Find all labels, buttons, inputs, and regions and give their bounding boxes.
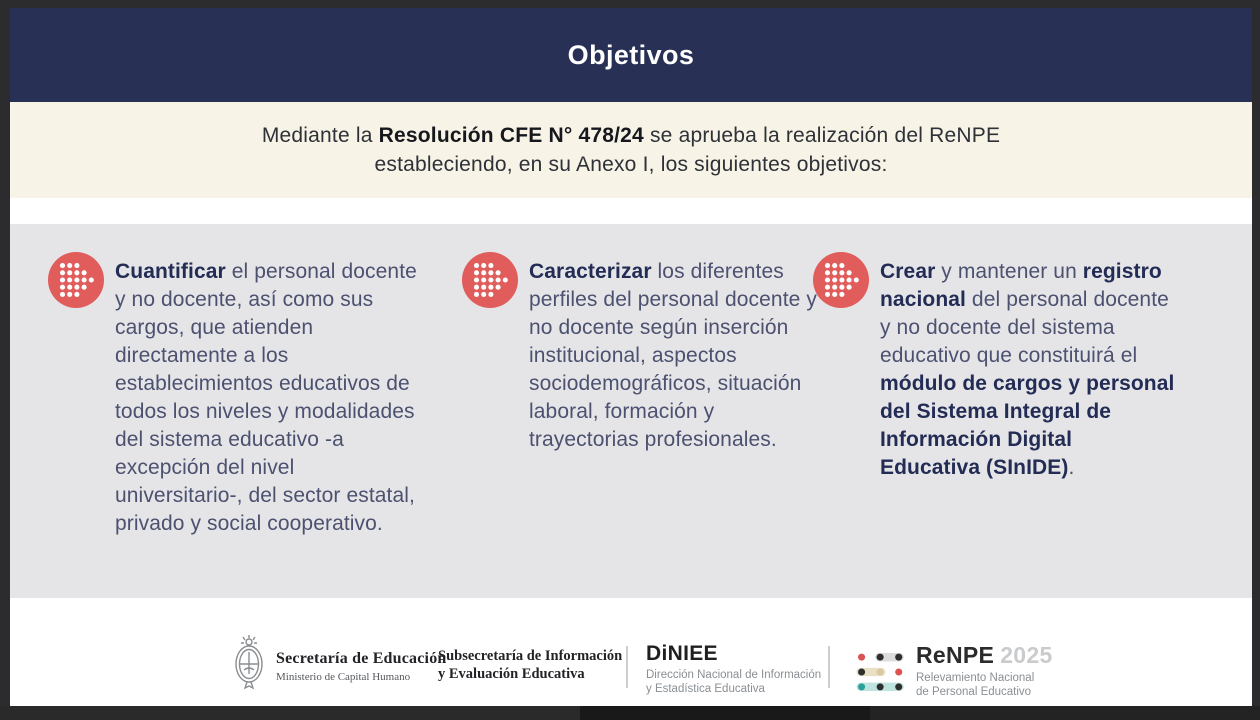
secretaria-name: Secretaría de Educación	[276, 650, 447, 667]
bottom-bar	[0, 706, 1260, 720]
renpe-name: ReNPE	[916, 642, 995, 668]
intro-text: Mediante la Resolución CFE N° 478/24 se aprueba la realización del ReNPE estableciendo, en su Anexo I, los siguientes objetivos:	[261, 124, 1001, 176]
slide-footer	[10, 598, 1252, 706]
footer-divider	[626, 646, 628, 688]
objective-item	[462, 252, 821, 454]
renpe-sub: Relevamiento Nacional de Personal Educativo	[916, 672, 1035, 698]
intro-band	[10, 102, 1252, 198]
diniee-sub: Dirección Nacional de Información y Estadística Educativa	[646, 669, 822, 695]
objective-text: Cuantificar el personal docente y no docente, así como sus cargos, que atienden directamente a los establecimientos educativos de todos los niveles y modalidades del sistema educativo -a excepción del nivel universitario-, del sector estatal, privado y social cooperativo.	[115, 260, 417, 535]
footer-divider	[828, 646, 830, 688]
objective-item	[813, 252, 1176, 482]
objective-text: Caracterizar los diferentes perfiles del personal docente y no docente según inserción institucional, aspectos sociodemográficos, situación laboral, formación y trayectorias profesionales.	[529, 260, 817, 451]
coat-of-arms-icon	[228, 630, 270, 694]
renpe-year: 2025	[1000, 642, 1053, 668]
subsecretaria-name: Subsecretaría de Información y Evaluación Educativa	[438, 648, 623, 682]
objective-item	[48, 252, 425, 538]
diniee-name: DiNIEE	[646, 642, 718, 665]
slide	[10, 8, 1252, 706]
objective-text: Crear y mantener un registro nacional del personal docente y no docente del sistema educativo que constituirá el módulo de cargos y personal del Sistema Integral de Información Digital Educativa (SInIDE).	[880, 260, 1175, 479]
secretaria-sub: Ministerio de Capital Humano	[276, 671, 411, 683]
dots-arrow-icon	[462, 252, 518, 308]
secretaria-block	[276, 650, 447, 683]
renpe-block	[916, 642, 1053, 699]
renpe-dots-logo	[856, 650, 908, 694]
dots-arrow-icon	[48, 252, 104, 308]
slide-title: Objetivos	[567, 39, 695, 70]
diniee-block	[646, 642, 821, 696]
dots-arrow-icon	[813, 252, 869, 308]
slide-header	[10, 8, 1252, 102]
objectives-panel	[10, 224, 1252, 598]
